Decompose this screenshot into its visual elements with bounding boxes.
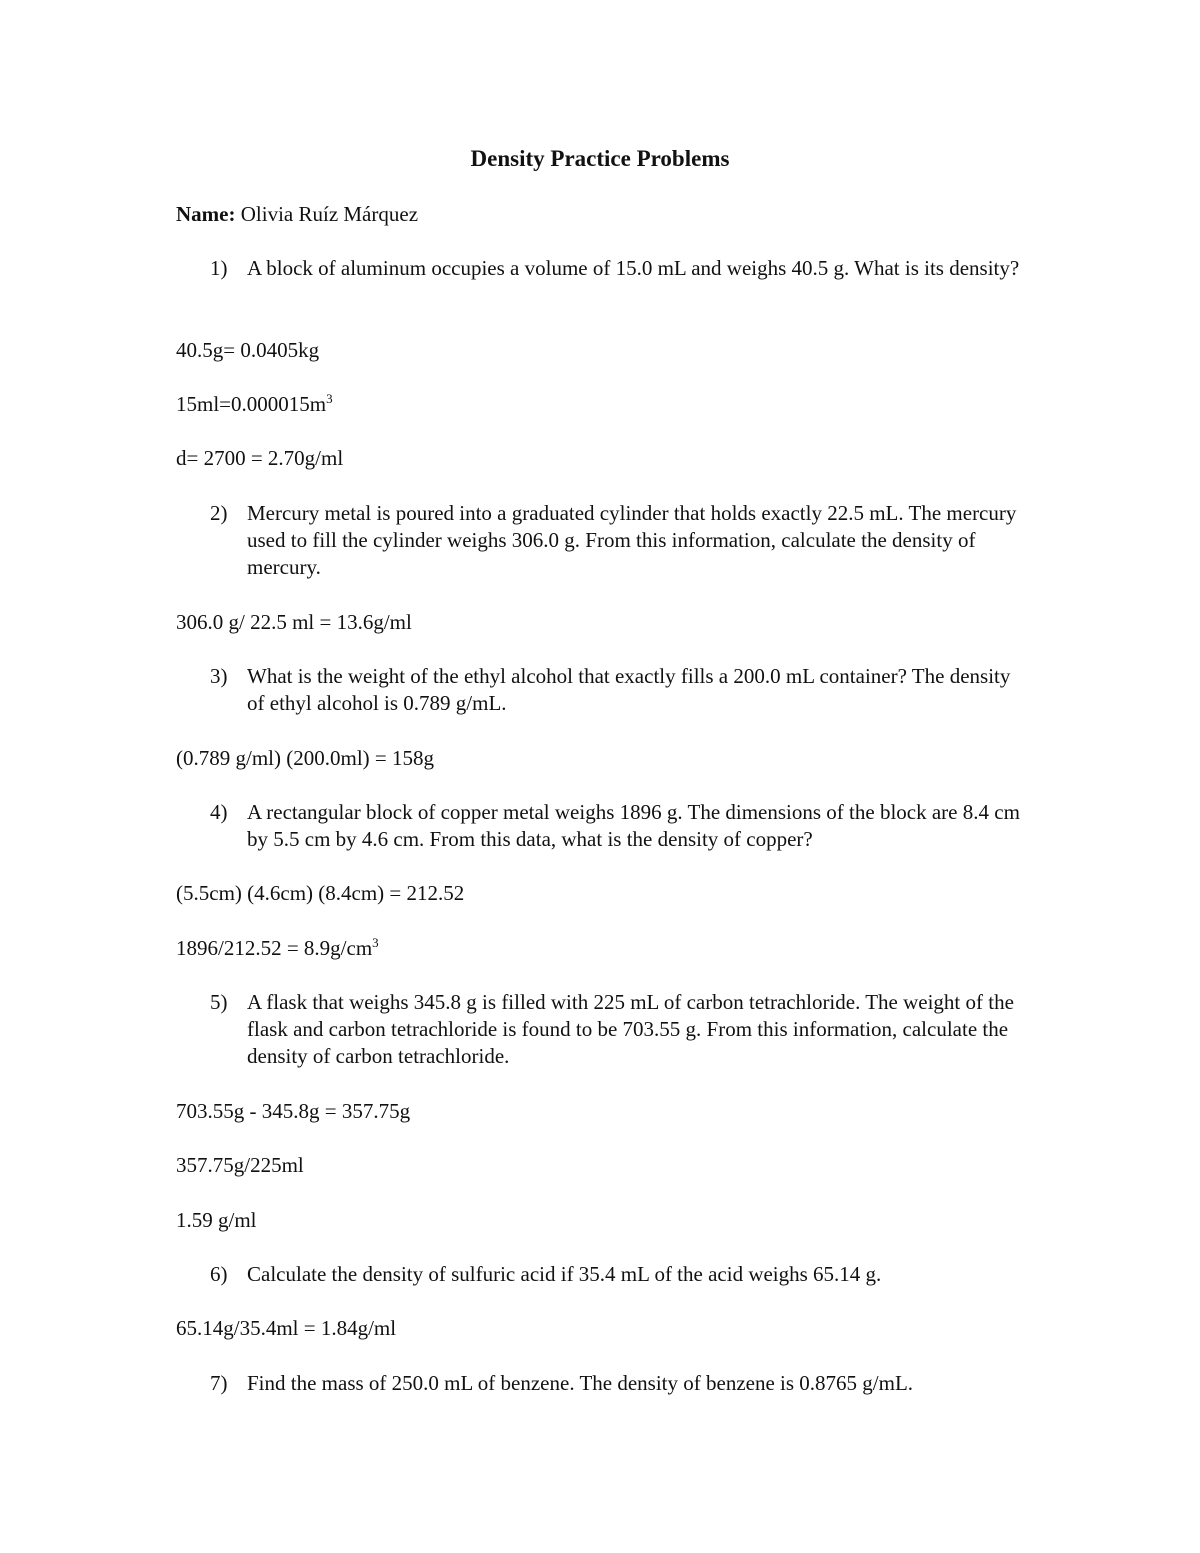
question-1 bbox=[210, 255, 1030, 282]
question-text: A block of aluminum occupies a volume of 15.0 mL and weighs 40.5 g. What is its density? bbox=[247, 256, 1020, 280]
question-number: 3) bbox=[210, 664, 228, 688]
question-number: 7) bbox=[210, 1371, 228, 1395]
superscript: 3 bbox=[372, 935, 379, 950]
answer-5-step-3: 1.59 g/ml bbox=[176, 1208, 257, 1232]
question-text: A flask that weighs 345.8 g is filled with 225 mL of carbon tetrachloride. The weight of the flask and carbon tetrachloride is found to be 703.55 g. From this information, calculate the density of carbon tetrachloride. bbox=[247, 990, 1014, 1068]
answer-2-step-1: 306.0 g/ 22.5 ml = 13.6g/ml bbox=[176, 610, 412, 634]
answer-1-step-3: d= 2700 = 2.70g/ml bbox=[176, 446, 344, 470]
question-text: A rectangular block of copper metal weighs 1896 g. The dimensions of the block are 8.4 cm by 5.5 cm by 4.6 cm. From this data, what is the density of copper? bbox=[247, 800, 1020, 851]
question-6 bbox=[210, 1261, 1030, 1288]
superscript: 3 bbox=[326, 391, 333, 406]
question-number: 6) bbox=[210, 1262, 228, 1286]
answer-5-step-1: 703.55g - 345.8g = 357.75g bbox=[176, 1099, 411, 1123]
page-title: Density Practice Problems bbox=[470, 146, 730, 171]
question-number: 5) bbox=[210, 990, 228, 1014]
student-name-line bbox=[176, 201, 418, 228]
question-2 bbox=[210, 500, 1030, 581]
answer-3-step-1: (0.789 g/ml) (200.0ml) = 158g bbox=[176, 746, 434, 770]
question-7 bbox=[210, 1370, 1030, 1397]
answer-4-step-1: (5.5cm) (4.6cm) (8.4cm) = 212.52 bbox=[176, 881, 465, 905]
answer-text: 15ml=0.000015m bbox=[176, 392, 327, 416]
question-3 bbox=[210, 663, 1030, 717]
question-text: Calculate the density of sulfuric acid if 35.4 mL of the acid weighs 65.14 g. bbox=[247, 1262, 882, 1286]
name-label: Name: bbox=[176, 202, 236, 226]
answer-1-step-2 bbox=[176, 391, 333, 418]
answer-4-step-2 bbox=[176, 935, 379, 962]
question-number: 4) bbox=[210, 800, 228, 824]
answer-1-step-1: 40.5g= 0.0405kg bbox=[176, 338, 320, 362]
question-text: Find the mass of 250.0 mL of benzene. The density of benzene is 0.8765 g/mL. bbox=[247, 1371, 914, 1395]
question-number: 2) bbox=[210, 501, 228, 525]
name-value: Olivia Ruíz Márquez bbox=[240, 202, 419, 226]
question-number: 1) bbox=[210, 256, 228, 280]
answer-text: 1896/212.52 = 8.9g/cm bbox=[176, 936, 373, 960]
question-text: What is the weight of the ethyl alcohol that exactly fills a 200.0 mL container? The density of ethyl alcohol is 0.789 g/mL. bbox=[247, 664, 1011, 715]
question-5 bbox=[210, 989, 1030, 1070]
answer-5-step-2: 357.75g/225ml bbox=[176, 1153, 304, 1177]
answer-6-step-1: 65.14g/35.4ml = 1.84g/ml bbox=[176, 1316, 397, 1340]
question-4 bbox=[210, 799, 1030, 853]
question-text: Mercury metal is poured into a graduated cylinder that holds exactly 22.5 mL. The mercury used to fill the cylinder weighs 306.0 g. From this information, calculate the density of mercury. bbox=[247, 501, 1017, 579]
